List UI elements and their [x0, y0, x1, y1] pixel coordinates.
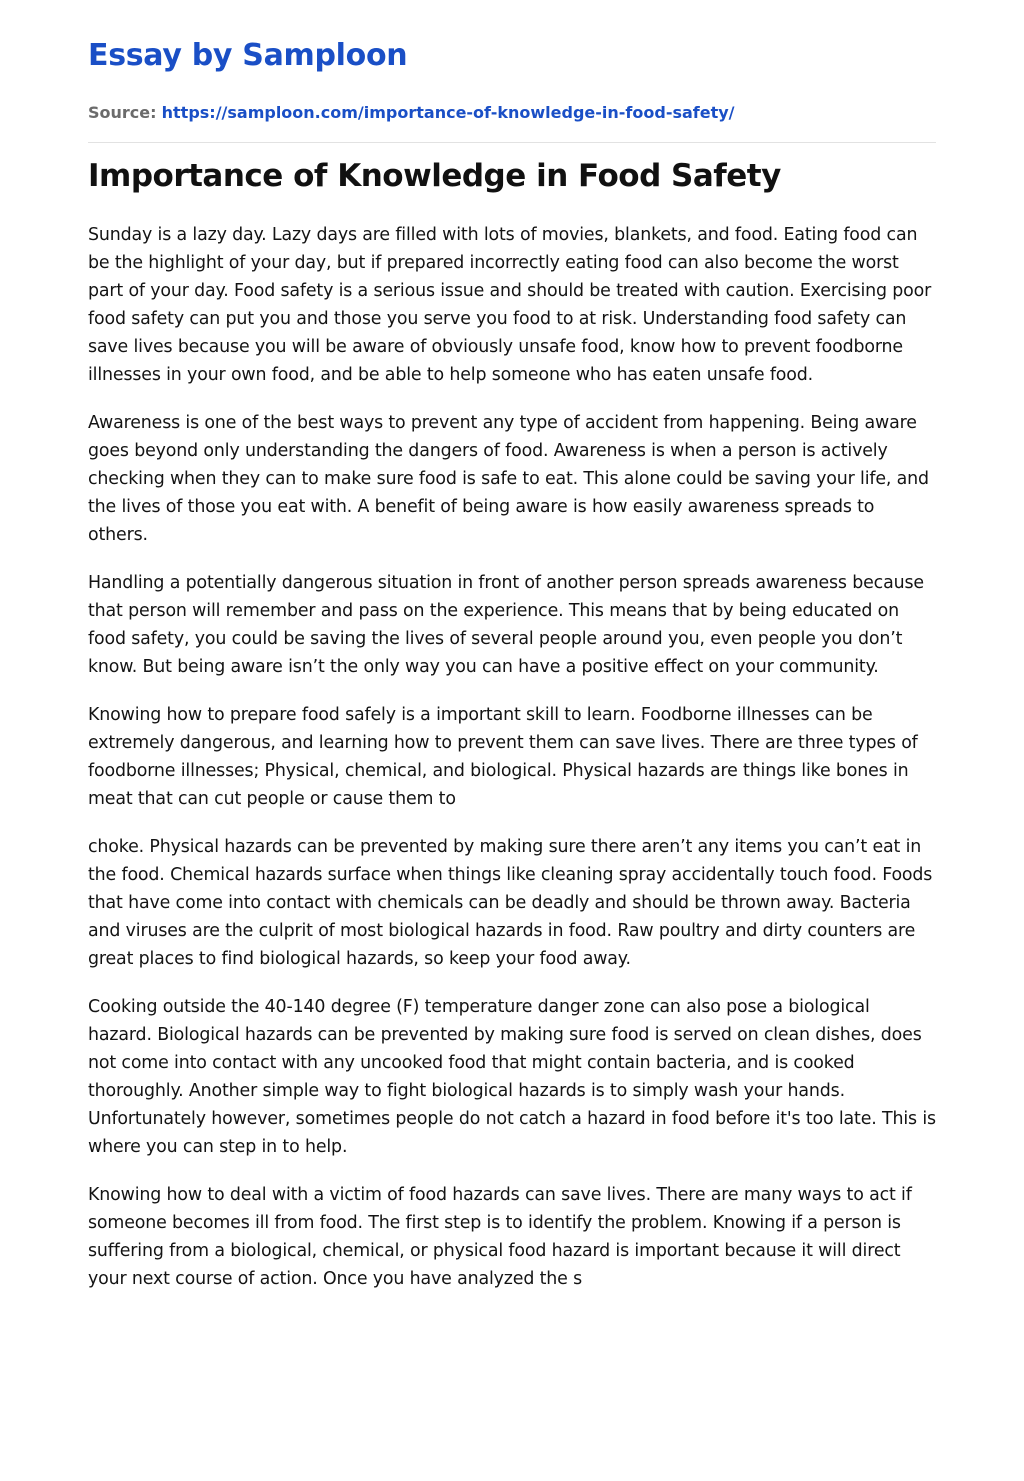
header-divider — [88, 142, 936, 143]
paragraph-2: Awareness is one of the best ways to prevent any type of accident from happening. Being aware goes beyond only understanding the dangers of food. Awareness is when a person is actively checking when they can to make sure food is safe to eat. This alone could be saving your life, and the lives of those you eat with. A benefit of being aware is how easily awareness spreads to others. — [88, 413, 929, 545]
source-label: Source: — [88, 103, 157, 122]
source-line — [88, 101, 735, 125]
paragraph-4: Knowing how to prepare food safely is a important skill to learn. Foodborne illnesses can be extremely dangerous, and learning how to prevent them can save lives. There are three types of foodborne illnesses; Physical, chemical, and biological. Physical hazards are things like bones in meat that can cut people or cause them to — [88, 705, 918, 809]
paragraph-1: Sunday is a lazy day. Lazy days are filled with lots of movies, blankets, and food. Eating food can be the highlight of your day, but if prepared incorrectly eating food can also become the worst part of your day. Food safety is a serious issue and should be treated with caution. Exercising poor food safety can put you and those you serve you food to at risk. Understanding food safety can save lives because you will be aware of obviously unsafe food, know how to prevent foodborne illnesses in your own food, and be able to help someone who has eaten unsafe food. — [88, 225, 932, 385]
paragraph-6: Cooking outside the 40-140 degree (F) temperature danger zone can also pose a biological hazard. Biological hazards can be prevented by making sure food is served on clean dishes, does not come into contact with any uncooked food that might contain bacteria, and is cooked thoroughly. Another simple way to fight biological hazards is to simply wash your hands. Unfortunately however, sometimes people do not catch a hazard in food before it's too late. This is where you can step in to help. — [88, 997, 936, 1157]
paragraph-5: choke. Physical hazards can be prevented by making sure there aren’t any items you can’t eat in the food. Chemical hazards surface when things like cleaning spray accidentally touch food. Foods that have come into contact with chemicals can be deadly and should be thrown away. Bacteria and viruses are the culprit of most biological hazards in food. Raw poultry and dirty counters are great places to find biological hazards, so keep your food away. — [88, 837, 933, 969]
paragraph-7: Knowing how to deal with a victim of food hazards can save lives. There are many ways to act if someone becomes ill from food. The first step is to identify the problem. Knowing if a person is suffering from a biological, chemical, or physical food hazard is important because it will direct your next course of action. Once you have analyzed the s — [88, 1185, 912, 1289]
site-brand: Essay by Samploon — [88, 38, 408, 73]
essay-title: Importance of Knowledge in Food Safety — [88, 158, 781, 194]
paragraph-3: Handling a potentially dangerous situation in front of another person spreads awareness because that person will remember and pass on the experience. This means that by being educated on food safety, you could be saving the lives of several people around you, even people you don’t know. But being aware isn’t the only way you can have a positive effect on your community. — [88, 573, 924, 677]
essay-body — [88, 221, 936, 1313]
source-link[interactable]: https://samploon.com/importance-of-knowledge-in-food-safety/ — [161, 103, 735, 122]
